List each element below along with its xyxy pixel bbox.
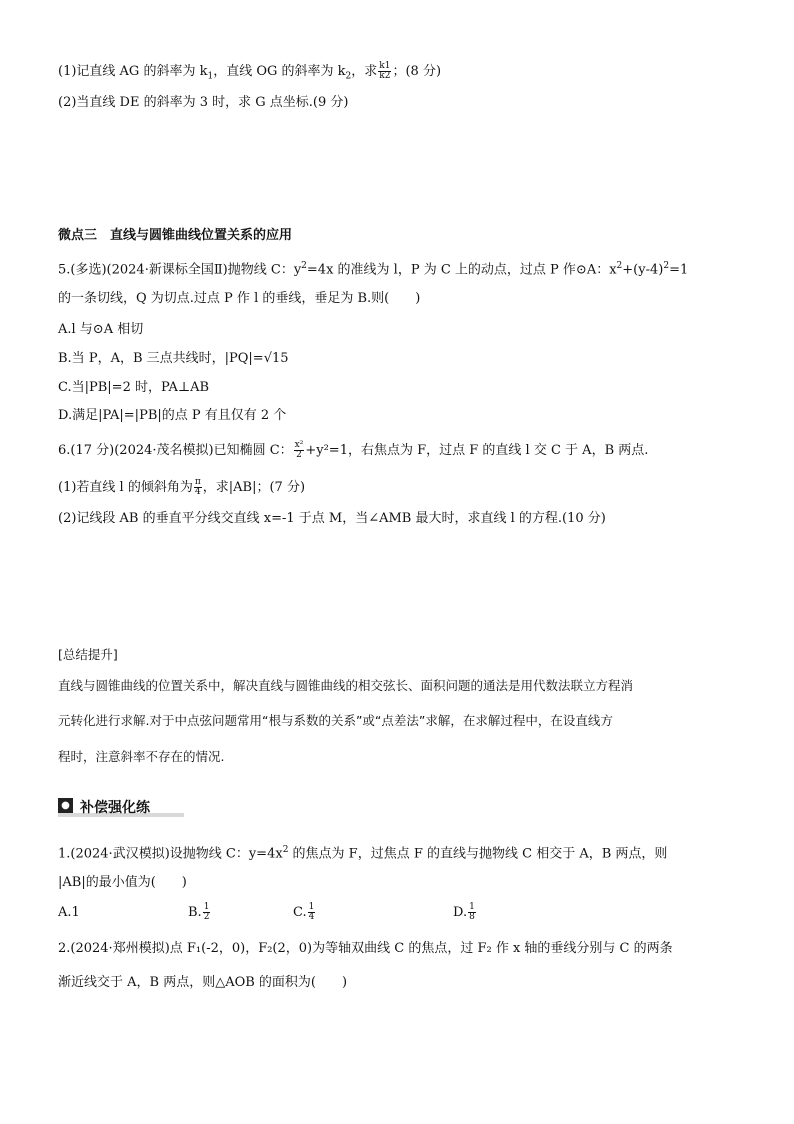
q5-line1 — [58, 257, 688, 279]
numerator: 1 — [203, 902, 210, 912]
question-part-2: (2)当直线 DE 的斜率为 3 时，求 G 点坐标.(9 分) — [58, 95, 349, 110]
text: =4x 的准线为 l，P 为 C 上的动点，过点 P 作⊙A：x — [306, 262, 617, 278]
fraction — [468, 903, 476, 922]
text: (1)记直线 AG 的斜率为 k — [58, 64, 208, 79]
text: D. — [453, 905, 468, 920]
fraction — [194, 478, 202, 497]
text: 1.(2024·武汉模拟)设抛物线 C：y=4x — [58, 846, 283, 862]
numerator: π — [194, 477, 201, 487]
e2-line2: 渐近线交于 A，B 两点，则△AOB 的面积为( ) — [58, 975, 348, 990]
fraction — [294, 441, 305, 460]
e2-line1: 2.(2024·郑州模拟)点 F₁(-2，0)，F₂(2，0)为等轴双曲线 C 的焦点，过 F₂ 作 x 轴的垂线分别与 C 的两条 — [58, 941, 673, 956]
section-banner — [58, 797, 184, 817]
q5-option-a: A.l 与⊙A 相切 — [58, 322, 144, 337]
denominator: 2 — [296, 450, 302, 460]
q5-line2: 的一条切线，Q 为切点.过点 P 作 l 的垂线，垂足为 B.则( ) — [58, 291, 421, 306]
q5-option-d: D.满足|PA|=|PB|的点 P 有且仅有 2 个 — [58, 408, 287, 423]
fraction — [308, 903, 316, 922]
e1-option-d — [453, 903, 477, 922]
denominator: 4 — [194, 487, 201, 497]
denominator: 4 — [308, 912, 315, 922]
q5-option-c: C.当|PB|=2 时，PA⊥AB — [58, 380, 210, 395]
denominator: 8 — [469, 912, 475, 922]
q6-part-2: (2)记线段 AB 的垂直平分线交直线 x=-1 于点 M，当∠AMB 最大时，求直线 l 的方程.(10 分) — [58, 511, 606, 526]
q6-part-1 — [58, 478, 305, 497]
superscript: 2 — [301, 261, 307, 271]
fraction — [378, 62, 391, 81]
fraction — [203, 903, 211, 922]
text: B. — [188, 905, 202, 920]
bullet-icon: ● — [58, 798, 73, 813]
numerator: x² — [294, 440, 304, 450]
text: 5.(多选)(2024·新课标全国Ⅱ)抛物线 C：y — [58, 262, 302, 278]
banner-title: 补偿强化练 — [80, 800, 150, 816]
subscript: 1 — [207, 71, 214, 82]
e1-option-b — [188, 903, 211, 922]
e1-option-c — [293, 903, 316, 922]
text: ，直线 OG 的斜率为 k — [213, 64, 346, 79]
superscript: 2 — [663, 261, 670, 271]
section-title: 微点三 直线与圆锥曲线位置关系的应用 — [58, 228, 293, 243]
e1-line2: |AB|的最小值为( ) — [58, 875, 187, 890]
numerator: k1 — [379, 61, 391, 71]
summary-line-3: 程时，注意斜率不存在的情况. — [58, 749, 225, 764]
summary-tag: [总结提升] — [58, 647, 118, 662]
q5-option-b: B.当 P，A，B 三点共线时，|PQ|=√15 — [58, 351, 289, 366]
text: =1 — [669, 262, 689, 278]
text: 的焦点为 F，过焦点 F 的直线与抛物线 C 相交于 A，B 两点，则 — [288, 846, 668, 862]
superscript: 2 — [616, 261, 623, 271]
q6-line1 — [58, 441, 648, 460]
e1-option-a: A.1 — [58, 905, 80, 920]
numerator: 1 — [308, 902, 315, 912]
text: +y²=1，右焦点为 F，过点 F 的直线 l 交 C 于 A，B 两点. — [305, 443, 649, 458]
text: +(y-4) — [622, 262, 664, 278]
text: C. — [293, 905, 307, 920]
summary-line-2: 元转化进行求解.对于中点弦问题常用“根与系数的关系”或“点差法”求解，在求解过程中，在设直线方 — [58, 713, 613, 728]
numerator: 1 — [469, 902, 475, 912]
summary-line-1: 直线与圆锥曲线的位置关系中，解决直线与圆锥曲线的相交弦长、面积问题的通法是用代数法联立方程消 — [58, 678, 634, 693]
superscript: 2 — [282, 845, 289, 855]
text: 6.(17 分)(2024·茂名模拟)已知椭圆 C： — [58, 443, 293, 458]
denominator: k2 — [379, 71, 391, 81]
text: ，求 — [351, 64, 378, 79]
denominator: 2 — [203, 912, 210, 922]
text: ，求|AB|；(7 分) — [202, 480, 306, 495]
text: ；(8 分) — [392, 64, 442, 79]
e1-line1 — [58, 841, 667, 863]
question-part-1 — [58, 62, 441, 86]
subscript: 2 — [345, 71, 352, 82]
text: (1)若直线 l 的倾斜角为 — [58, 480, 193, 495]
